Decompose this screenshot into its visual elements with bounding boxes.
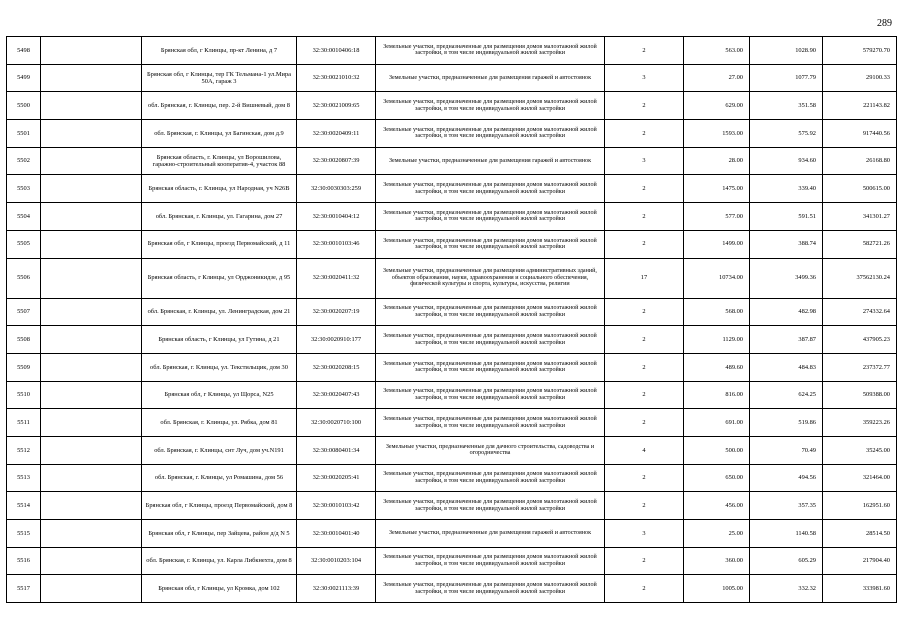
- cadastral-number-cell: 32:30:0020407:43: [297, 381, 376, 409]
- cadastral-number-cell: 32:30:0010103:42: [297, 492, 376, 520]
- cadastral-number-cell: 32:30:0020409:11: [297, 120, 376, 148]
- table-row: [7, 92, 897, 120]
- area-cell: 489.60: [684, 353, 750, 381]
- row-number-cell: 5514: [7, 492, 41, 520]
- cadastral-number-cell: 32:30:0080401:34: [297, 436, 376, 464]
- specific-value-cell: 494.56: [750, 464, 823, 492]
- area-cell: 1499.00: [684, 230, 750, 258]
- row-number-cell: 5503: [7, 175, 41, 203]
- address-cell: Брянская обл, г Клинцы, проезд Первомайский, дом 8: [142, 492, 297, 520]
- cadastral-value-cell: 500615.00: [823, 175, 897, 203]
- land-use-purpose-cell: Земельные участки, предназначенные для размещения домов малоэтажной жилой застройки, в том числе индивидуальной жилой застройки: [376, 230, 605, 258]
- address-cell: Брянская область, г. Клинцы, ул Ворошилова, гаражно-строительный кооператив-4, участок 88: [142, 147, 297, 175]
- cadastral-value-cell: 221143.82: [823, 92, 897, 120]
- table-row: [7, 175, 897, 203]
- group-number-cell: 2: [605, 37, 684, 65]
- area-cell: 629.00: [684, 92, 750, 120]
- specific-value-cell: 591.51: [750, 203, 823, 231]
- specific-value-cell: 624.25: [750, 381, 823, 409]
- address-cell: Брянская область, г Клинцы, ул Гутина, д 21: [142, 326, 297, 354]
- group-number-cell: 3: [605, 147, 684, 175]
- specific-value-cell: 575.92: [750, 120, 823, 148]
- specific-value-cell: 1140.58: [750, 520, 823, 548]
- area-cell: 27.00: [684, 64, 750, 92]
- cadastral-value-cell: 437905.23: [823, 326, 897, 354]
- group-number-cell: 2: [605, 92, 684, 120]
- table-row: [7, 520, 897, 548]
- area-cell: 816.00: [684, 381, 750, 409]
- specific-value-cell: 482.98: [750, 298, 823, 326]
- row-number-cell: 5499: [7, 64, 41, 92]
- spacer-cell: [41, 64, 142, 92]
- cadastral-number-cell: 32:30:0020910:177: [297, 326, 376, 354]
- cadastral-number-cell: 32:30:0021113:39: [297, 575, 376, 603]
- cadastral-number-cell: 32:30:0021009:65: [297, 92, 376, 120]
- spacer-cell: [41, 120, 142, 148]
- specific-value-cell: 484.83: [750, 353, 823, 381]
- cadastral-value-cell: 37562130.24: [823, 258, 897, 298]
- spacer-cell: [41, 353, 142, 381]
- group-number-cell: 2: [605, 381, 684, 409]
- land-use-purpose-cell: Земельные участки, предназначенные для размещения домов малоэтажной жилой застройки, в том числе индивидуальной жилой застройки: [376, 37, 605, 65]
- spacer-cell: [41, 230, 142, 258]
- address-cell: обл. Брянская, г. Клинцы, ул. Карла Либкнехта, дом 8: [142, 547, 297, 575]
- group-number-cell: 3: [605, 64, 684, 92]
- address-cell: Брянская обл, г Клинцы, проезд Первомайский, д 11: [142, 230, 297, 258]
- cadastral-value-cell: 35245.00: [823, 436, 897, 464]
- area-cell: 1005.00: [684, 575, 750, 603]
- cadastral-value-cell: 582721.26: [823, 230, 897, 258]
- cadastral-number-cell: 32:30:0020208:15: [297, 353, 376, 381]
- specific-value-cell: 1077.79: [750, 64, 823, 92]
- group-number-cell: 2: [605, 464, 684, 492]
- land-use-purpose-cell: Земельные участки, предназначенные для размещения домов малоэтажной жилой застройки, в том числе индивидуальной жилой застройки: [376, 92, 605, 120]
- land-use-purpose-cell: Земельные участки, предназначенные для размещения домов малоэтажной жилой застройки, в том числе индивидуальной жилой застройки: [376, 464, 605, 492]
- row-number-cell: 5510: [7, 381, 41, 409]
- specific-value-cell: 339.40: [750, 175, 823, 203]
- address-cell: обл. Брянская, г. Клинцы, ул Ромашина, дом 56: [142, 464, 297, 492]
- spacer-cell: [41, 520, 142, 548]
- land-use-purpose-cell: Земельные участки, предназначенные для размещения домов малоэтажной жилой застройки, в том числе индивидуальной жилой застройки: [376, 175, 605, 203]
- group-number-cell: 2: [605, 203, 684, 231]
- cadastral-value-cell: 509388.00: [823, 381, 897, 409]
- cadastral-value-cell: 333981.60: [823, 575, 897, 603]
- cadastral-value-cell: 579270.70: [823, 37, 897, 65]
- land-use-purpose-cell: Земельные участки, предназначенные для размещения домов малоэтажной жилой застройки, в том числе индивидуальной жилой застройки: [376, 326, 605, 354]
- group-number-cell: 3: [605, 520, 684, 548]
- area-cell: 1593.00: [684, 120, 750, 148]
- area-cell: 1475.00: [684, 175, 750, 203]
- cadastral-value-cell: 29100.33: [823, 64, 897, 92]
- area-cell: 1129.00: [684, 326, 750, 354]
- specific-value-cell: 388.74: [750, 230, 823, 258]
- address-cell: обл. Брянская, г. Клинцы, снт Луч, дом уч.N191: [142, 436, 297, 464]
- address-cell: Брянская обл, г Клинцы, тер ГК Тельмана-1 ул.Мира 50А, гараж 3: [142, 64, 297, 92]
- spacer-cell: [41, 326, 142, 354]
- land-use-purpose-cell: Земельные участки, предназначенные для размещения домов малоэтажной жилой застройки, в том числе индивидуальной жилой застройки: [376, 381, 605, 409]
- specific-value-cell: 357.35: [750, 492, 823, 520]
- cadastral-number-cell: 32:30:0010401:40: [297, 520, 376, 548]
- table-row: [7, 147, 897, 175]
- address-cell: Брянская область, г Клинцы, ул Орджоникидзе, д 95: [142, 258, 297, 298]
- page-number: 289: [877, 18, 892, 29]
- group-number-cell: 4: [605, 436, 684, 464]
- table-row: [7, 464, 897, 492]
- row-number-cell: 5508: [7, 326, 41, 354]
- row-number-cell: 5506: [7, 258, 41, 298]
- row-number-cell: 5513: [7, 464, 41, 492]
- row-number-cell: 5512: [7, 436, 41, 464]
- address-cell: Брянская обл, г Клинцы, ул Щорса, N25: [142, 381, 297, 409]
- spacer-cell: [41, 575, 142, 603]
- table-body: [7, 37, 897, 603]
- group-number-cell: 2: [605, 409, 684, 437]
- area-cell: 28.00: [684, 147, 750, 175]
- cadastral-number-cell: 32:30:0010103:46: [297, 230, 376, 258]
- spacer-cell: [41, 147, 142, 175]
- table-row: [7, 575, 897, 603]
- group-number-cell: 2: [605, 230, 684, 258]
- cadastral-number-cell: 32:30:0020807:39: [297, 147, 376, 175]
- table-row: [7, 203, 897, 231]
- cadastral-number-cell: 32:30:0030303:259: [297, 175, 376, 203]
- row-number-cell: 5511: [7, 409, 41, 437]
- address-cell: Брянская обл, г Клинцы, пр-кт Ленина, д 7: [142, 37, 297, 65]
- area-cell: 456.00: [684, 492, 750, 520]
- row-number-cell: 5501: [7, 120, 41, 148]
- group-number-cell: 2: [605, 175, 684, 203]
- area-cell: 360.00: [684, 547, 750, 575]
- area-cell: 25.00: [684, 520, 750, 548]
- group-number-cell: 2: [605, 298, 684, 326]
- group-number-cell: 2: [605, 575, 684, 603]
- cadastral-number-cell: 32:30:0010404:12: [297, 203, 376, 231]
- spacer-cell: [41, 464, 142, 492]
- land-use-purpose-cell: Земельные участки, предназначенные для размещения гаражей и автостоянок: [376, 147, 605, 175]
- area-cell: 500.00: [684, 436, 750, 464]
- spacer-cell: [41, 492, 142, 520]
- spacer-cell: [41, 381, 142, 409]
- spacer-cell: [41, 409, 142, 437]
- land-use-purpose-cell: Земельные участки, предназначенные для размещения домов малоэтажной жилой застройки, в том числе индивидуальной жилой застройки: [376, 409, 605, 437]
- land-use-purpose-cell: Земельные участки, предназначенные для размещения домов малоэтажной жилой застройки, в том числе индивидуальной жилой застройки: [376, 575, 605, 603]
- land-use-purpose-cell: Земельные участки, предназначенные для размещения домов малоэтажной жилой застройки, в том числе индивидуальной жилой застройки: [376, 353, 605, 381]
- table-row: [7, 436, 897, 464]
- spacer-cell: [41, 175, 142, 203]
- spacer-cell: [41, 298, 142, 326]
- group-number-cell: 17: [605, 258, 684, 298]
- address-cell: Брянская область, г. Клинцы, ул Народная, уч N26В: [142, 175, 297, 203]
- area-cell: 568.00: [684, 298, 750, 326]
- spacer-cell: [41, 436, 142, 464]
- land-use-purpose-cell: Земельные участки, предназначенные для размещения домов малоэтажной жилой застройки, в том числе индивидуальной жилой застройки: [376, 120, 605, 148]
- area-cell: 650.00: [684, 464, 750, 492]
- specific-value-cell: 387.87: [750, 326, 823, 354]
- specific-value-cell: 1028.90: [750, 37, 823, 65]
- land-use-purpose-cell: Земельные участки, предназначенные для размещения гаражей и автостоянок: [376, 520, 605, 548]
- area-cell: 577.00: [684, 203, 750, 231]
- table-row: [7, 326, 897, 354]
- specific-value-cell: 605.29: [750, 547, 823, 575]
- address-cell: обл. Брянская, г. Клинцы, пер. 2-й Вишневый, дом 8: [142, 92, 297, 120]
- cadastral-number-cell: 32:30:0020411:32: [297, 258, 376, 298]
- row-number-cell: 5502: [7, 147, 41, 175]
- address-cell: Брянская обл, г Клинцы, ул Кромка, дом 102: [142, 575, 297, 603]
- row-number-cell: 5509: [7, 353, 41, 381]
- row-number-cell: 5505: [7, 230, 41, 258]
- specific-value-cell: 934.60: [750, 147, 823, 175]
- row-number-cell: 5498: [7, 37, 41, 65]
- specific-value-cell: 3499.36: [750, 258, 823, 298]
- table-row: [7, 258, 897, 298]
- area-cell: 691.00: [684, 409, 750, 437]
- cadastral-value-cell: 341301.27: [823, 203, 897, 231]
- cadastral-value-cell: 217904.40: [823, 547, 897, 575]
- address-cell: обл. Брянская, г. Клинцы, ул. Ленинградская, дом 21: [142, 298, 297, 326]
- table-row: [7, 64, 897, 92]
- land-use-purpose-cell: Земельные участки, предназначенные для размещения административных зданий, объектов образования, науки, здравоохранения и социального обеспечения, физической культуры и спорта, культуры, искусства, религии: [376, 258, 605, 298]
- table-row: [7, 492, 897, 520]
- spacer-cell: [41, 37, 142, 65]
- cadastral-value-cell: 274332.64: [823, 298, 897, 326]
- land-use-purpose-cell: Земельные участки, предназначенные для размещения гаражей и автостоянок: [376, 64, 605, 92]
- specific-value-cell: 70.49: [750, 436, 823, 464]
- cadastral-value-cell: 917440.56: [823, 120, 897, 148]
- spacer-cell: [41, 203, 142, 231]
- cadastral-number-cell: 32:30:0021010:32: [297, 64, 376, 92]
- table-row: [7, 409, 897, 437]
- address-cell: обл. Брянская, г. Клинцы, ул. Гагарина, дом 27: [142, 203, 297, 231]
- group-number-cell: 2: [605, 492, 684, 520]
- cadastral-value-table: [6, 36, 897, 603]
- address-cell: обл. Брянская, г. Клинцы, ул. Текстильщик, дом 30: [142, 353, 297, 381]
- table-row: [7, 547, 897, 575]
- specific-value-cell: 351.58: [750, 92, 823, 120]
- land-use-purpose-cell: Земельные участки, предназначенные для размещения домов малоэтажной жилой застройки, в том числе индивидуальной жилой застройки: [376, 298, 605, 326]
- cadastral-number-cell: 32:30:0020710:100: [297, 409, 376, 437]
- table-row: [7, 230, 897, 258]
- address-cell: обл. Брянская, г. Клинцы, ул. Рябка, дом 81: [142, 409, 297, 437]
- table-row: [7, 37, 897, 65]
- row-number-cell: 5516: [7, 547, 41, 575]
- row-number-cell: 5504: [7, 203, 41, 231]
- group-number-cell: 2: [605, 547, 684, 575]
- table-row: [7, 353, 897, 381]
- row-number-cell: 5517: [7, 575, 41, 603]
- address-cell: Брянская обл, г Клинцы, пер Зайцева, район д/д N 5: [142, 520, 297, 548]
- spacer-cell: [41, 258, 142, 298]
- cadastral-value-cell: 26168.80: [823, 147, 897, 175]
- cadastral-value-cell: 28514.50: [823, 520, 897, 548]
- cadastral-number-cell: 32:30:0020207:19: [297, 298, 376, 326]
- cadastral-value-cell: 359223.26: [823, 409, 897, 437]
- area-cell: 10734.00: [684, 258, 750, 298]
- cadastral-number-cell: 32:30:0010203:104: [297, 547, 376, 575]
- table-row: [7, 298, 897, 326]
- spacer-cell: [41, 547, 142, 575]
- group-number-cell: 2: [605, 326, 684, 354]
- spacer-cell: [41, 92, 142, 120]
- specific-value-cell: 519.86: [750, 409, 823, 437]
- land-use-purpose-cell: Земельные участки, предназначенные для размещения домов малоэтажной жилой застройки, в том числе индивидуальной жилой застройки: [376, 203, 605, 231]
- table-row: [7, 120, 897, 148]
- table-row: [7, 381, 897, 409]
- land-use-purpose-cell: Земельные участки, предназначенные для размещения домов малоэтажной жилой застройки, в том числе индивидуальной жилой застройки: [376, 492, 605, 520]
- group-number-cell: 2: [605, 353, 684, 381]
- cadastral-value-cell: 237372.77: [823, 353, 897, 381]
- row-number-cell: 5500: [7, 92, 41, 120]
- cadastral-value-cell: 321464.00: [823, 464, 897, 492]
- row-number-cell: 5507: [7, 298, 41, 326]
- cadastral-value-cell: 162951.60: [823, 492, 897, 520]
- group-number-cell: 2: [605, 120, 684, 148]
- area-cell: 563.00: [684, 37, 750, 65]
- land-use-purpose-cell: Земельные участки, предназначенные для дачного строительства, садоводства и огородничества: [376, 436, 605, 464]
- cadastral-number-cell: 32:30:0010406:18: [297, 37, 376, 65]
- land-use-purpose-cell: Земельные участки, предназначенные для размещения домов малоэтажной жилой застройки, в том числе индивидуальной жилой застройки: [376, 547, 605, 575]
- cadastral-number-cell: 32:30:0020205:41: [297, 464, 376, 492]
- address-cell: обл. Брянская, г. Клинцы, ул Багинская, дом д.9: [142, 120, 297, 148]
- row-number-cell: 5515: [7, 520, 41, 548]
- specific-value-cell: 332.32: [750, 575, 823, 603]
